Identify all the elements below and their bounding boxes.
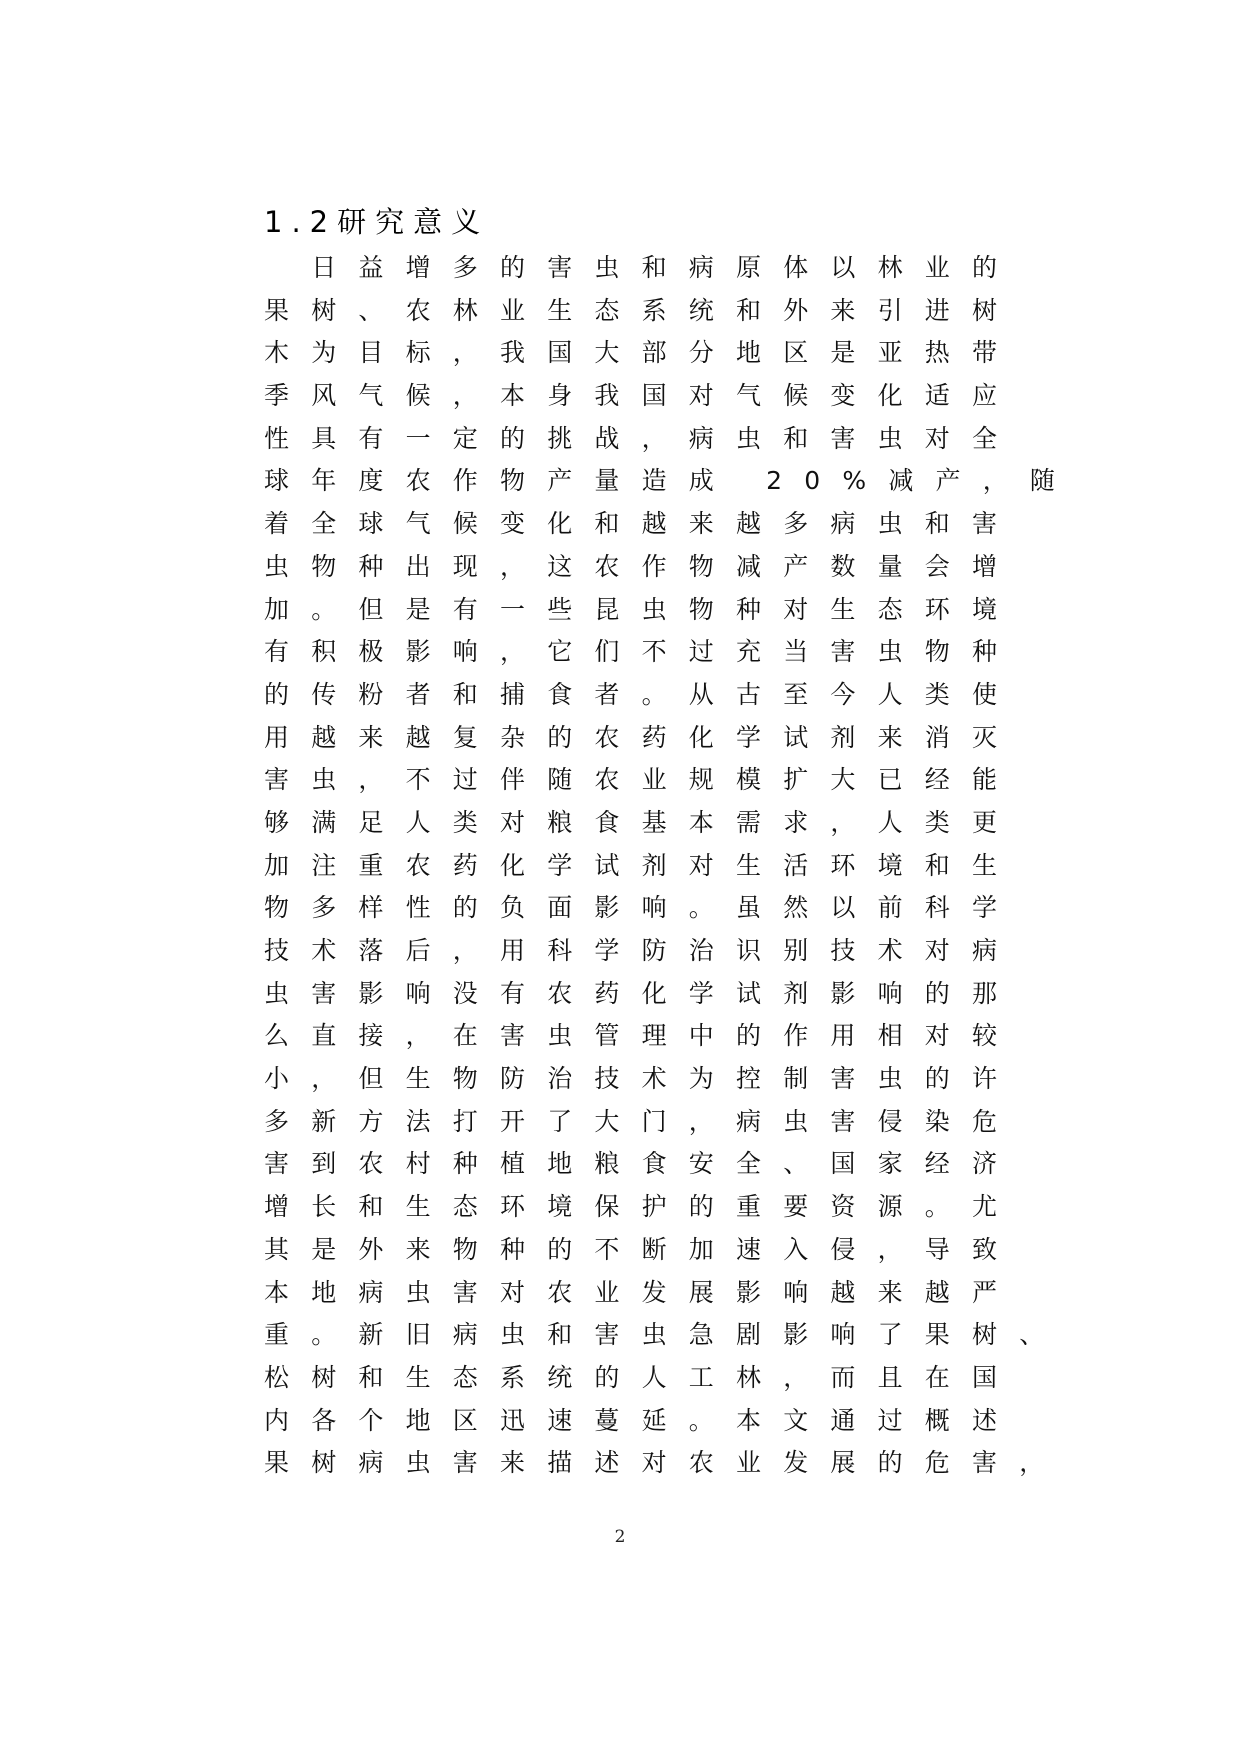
text-line: 害虫，不过伴随农业规模扩大已经能 (264, 765, 1020, 795)
text-line: 加。但是有一些昆虫物种对生态环境 (264, 594, 1020, 624)
text-line: 么直接，在害虫管理中的作用相对较 (264, 1021, 1020, 1051)
text-line: 球年度农作物产量造成 20%减产，随 (264, 466, 1078, 496)
text-line: 松树和生态系统的人工林，而且在国 (264, 1362, 1020, 1392)
text-line: 害到农村种植地粮食安全、国家经济 (264, 1149, 1020, 1179)
text-line: 本地病虫害对农业发展影响越来越严 (264, 1277, 1020, 1307)
text-line: 其是外来物种的不断加速入侵，导致 (264, 1234, 1020, 1264)
text-line: 季风气候，本身我国对气候变化适应 (264, 381, 1020, 411)
text-line: 果树病虫害来描述对农业发展的危害， (264, 1448, 1067, 1478)
text-line: 加注重农药化学试剂对生活环境和生 (264, 850, 1020, 880)
page-number: 2 (614, 1527, 626, 1547)
text-line: 性具有一定的挑战，病虫和害虫对全 (264, 423, 1020, 453)
section-heading: 1.2研究意义 (264, 205, 490, 239)
text-line: 小，但生物防治技术为控制害虫的许 (264, 1064, 1020, 1094)
text-line: 木为目标，我国大部分地区是亚热带 (264, 338, 1020, 368)
text-line: 物多样性的负面影响。虽然以前科学 (264, 893, 1020, 923)
text-line: 内各个地区迅速蔓延。本文通过概述 (264, 1405, 1020, 1435)
text-line: 果树、农林业生态系统和外来引进树 (264, 295, 1020, 325)
text-line: 虫物种出现，这农作物减产数量会增 (264, 551, 1020, 581)
text-line: 用越来越复杂的农药化学试剂来消灭 (264, 722, 1020, 752)
text-line: 重。新旧病虫和害虫急剧影响了果树、 (264, 1320, 1067, 1350)
text-line: 着全球气候变化和越来越多病虫和害 (264, 509, 1020, 539)
body-text (264, 247, 1078, 1485)
text-line: 日益增多的害虫和病原体以林业的 (264, 253, 1020, 282)
text-line: 多新方法打开了大门，病虫害侵染危 (264, 1106, 1020, 1136)
text-line: 技术落后，用科学防治识别技术对病 (264, 936, 1020, 965)
text-line: 的传粉者和捕食者。从古至今人类使 (264, 679, 1020, 709)
text-line: 够满足人类对粮食基本需求，人类更 (264, 807, 1020, 837)
text-line: 虫害影响没有农药化学试剂影响的那 (264, 978, 1020, 1008)
text-line: 有积极影响，它们不过充当害虫物种 (264, 637, 1020, 667)
text-line: 增长和生态环境保护的重要资源。尤 (264, 1192, 1020, 1222)
